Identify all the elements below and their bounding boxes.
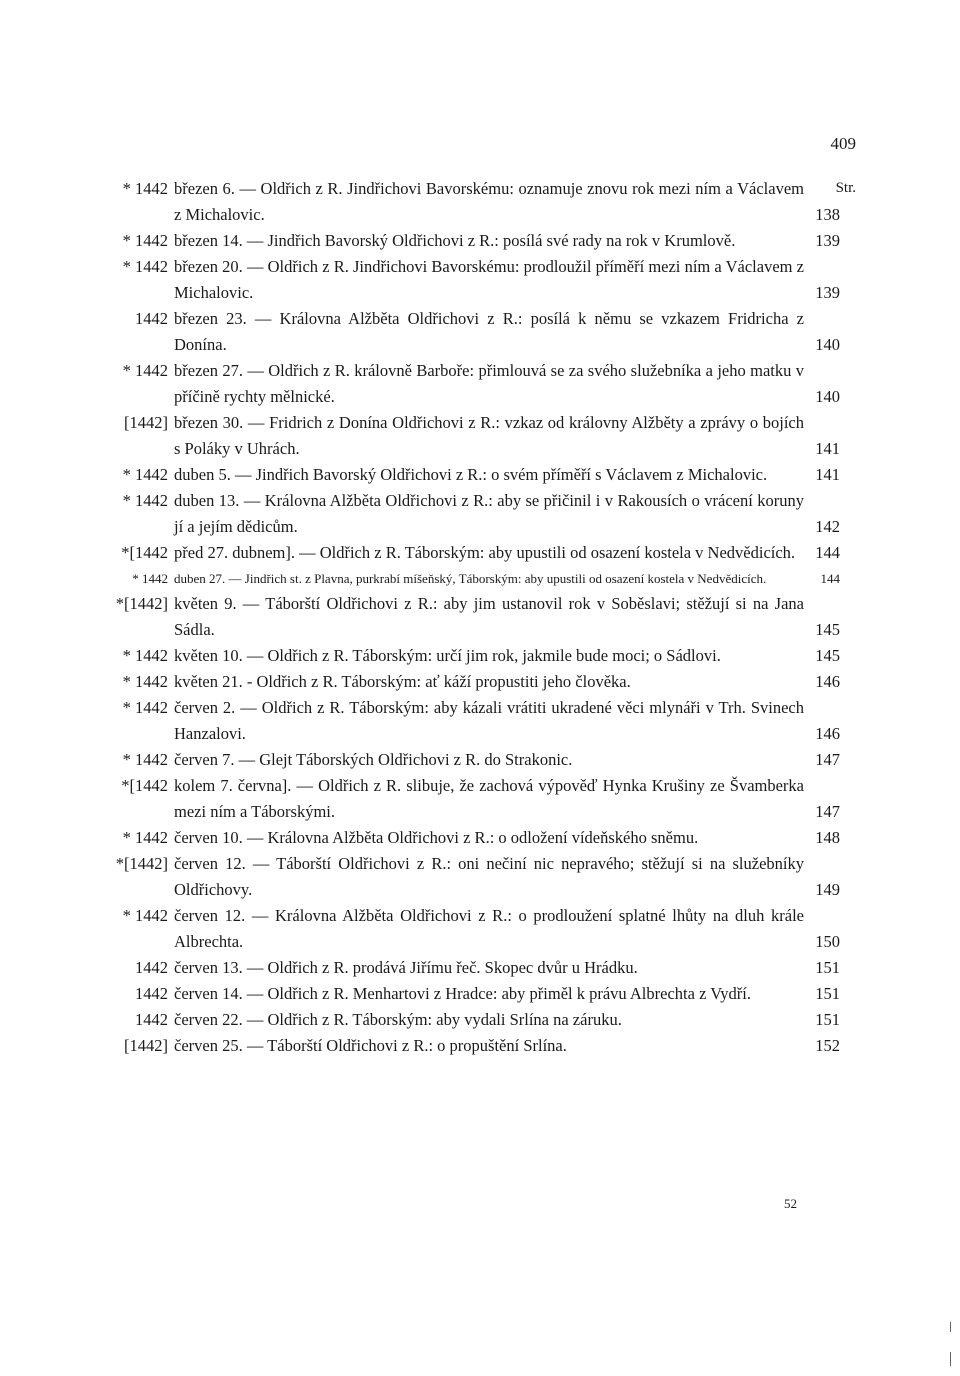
margin-mark	[950, 1352, 951, 1366]
entry-page: 145	[815, 620, 840, 639]
entry-page: 148	[815, 828, 840, 847]
entry-page: 139	[815, 283, 840, 302]
register-entry	[108, 591, 840, 643]
entry-page: 147	[815, 750, 840, 769]
page-number: 409	[830, 134, 856, 153]
entry-year: * 1442	[122, 257, 168, 276]
entry-text: březen 6. — Oldřich z R. Jindřichovi Bavorskému: oznamuje znovu rok mezi ním a Václavem z Michalovic.	[174, 179, 804, 224]
entry-text: květen 10. — Oldřich z R. Táborským: určí jim rok, jakmile bude moci; o Sádlovi.	[174, 646, 721, 665]
register-entry	[108, 540, 840, 566]
entry-text: duben 13. — Královna Alžběta Oldřichovi z R.: aby se přičinil i v Rakousích o vrácení koruny jí a jejím dědicům.	[174, 491, 804, 536]
entry-year: * 1442	[122, 491, 168, 510]
register-entry	[108, 695, 840, 747]
entry-page: 142	[815, 517, 840, 536]
register-entry	[108, 228, 840, 254]
entry-year: * 1442	[122, 672, 168, 691]
entry-page: 149	[815, 880, 840, 899]
entry-text: duben 27. — Jindřich st. z Plavna, purkrabí míšeňský, Táborským: aby upustili od osazení kostela v Nedvědicích.	[174, 571, 767, 586]
entry-text: květen 9. — Táborští Oldřichovi z R.: aby jim ustanovil rok v Soběslavi; stěžují si na Jana Sádla.	[174, 594, 804, 639]
entry-page: 139	[815, 231, 840, 250]
entry-year: * 1442	[122, 361, 168, 380]
entry-text: duben 5. — Jindřich Bavorský Oldřichovi z R.: o svém příměří s Václavem z Michalovic.	[174, 465, 768, 484]
entry-text: červen 7. — Glejt Táborských Oldřichovi z R. do Strakonic.	[174, 750, 573, 769]
register-entry	[108, 1033, 840, 1059]
page-column-label: Str.	[835, 180, 856, 196]
entry-text: červen 10. — Královna Alžběta Oldřichovi z R.: o odložení vídeňského sněmu.	[174, 828, 699, 847]
entry-year: * 1442	[122, 179, 168, 198]
entry-text: květen 21. - Oldřich z R. Táborským: ať káží propustiti jeho člověka.	[174, 672, 631, 691]
entry-page: 151	[815, 1010, 840, 1029]
entry-year: *[1442	[121, 543, 168, 562]
register-entry	[108, 747, 840, 773]
register-entry	[108, 254, 840, 306]
entry-text: kolem 7. června]. — Oldřich z R. slibuje, že zachová výpověď Hynka Krušiny ze Švamberka mezi ním a Táborskými.	[174, 776, 804, 821]
register-entry	[108, 566, 840, 591]
entry-text: červen 25. — Táborští Oldřichovi z R.: o propuštění Srlína.	[174, 1036, 567, 1055]
entry-text: březen 14. — Jindřich Bavorský Oldřichovi z R.: posílá své rady na rok v Krumlově.	[174, 231, 736, 250]
entry-year: [1442]	[124, 1036, 168, 1055]
entry-page: 146	[815, 724, 840, 743]
register-entry	[108, 176, 840, 228]
entry-year: * 1442	[122, 698, 168, 717]
register-entry	[108, 306, 840, 358]
entry-page: 141	[815, 439, 840, 458]
entry-page: 152	[815, 1036, 840, 1055]
signature-mark: 52	[784, 1196, 797, 1211]
entry-text: březen 23. — Královna Alžběta Oldřichovi z R.: posílá k němu se vzkazem Fridricha z Donína.	[174, 309, 804, 354]
entry-text: červen 2. — Oldřich z R. Táborským: aby kázali vrátiti ukradené věci mlynáři v Trh. Svinech Hanzalovi.	[174, 698, 804, 743]
register-entry	[108, 643, 840, 669]
entry-page: 150	[815, 932, 840, 951]
register-entry	[108, 669, 840, 695]
entry-year: 1442	[135, 958, 168, 977]
margin-mark	[950, 1322, 951, 1332]
register-entry	[108, 955, 840, 981]
entry-page: 147	[815, 802, 840, 821]
entry-page: 141	[815, 465, 840, 484]
entry-page: 144	[820, 571, 840, 586]
entry-page: 138	[815, 205, 840, 224]
entry-year: * 1442	[132, 571, 168, 586]
entry-year: [1442]	[124, 413, 168, 432]
entry-year: *[1442	[121, 776, 168, 795]
entry-year: * 1442	[122, 231, 168, 250]
entry-page: 140	[815, 387, 840, 406]
register-entry	[108, 903, 840, 955]
entry-text: červen 12. — Táborští Oldřichovi z R.: oni nečiní nic nepravého; stěžují si na služebníky Oldřichovy.	[174, 854, 804, 899]
register-entry	[108, 851, 840, 903]
entry-year: * 1442	[122, 465, 168, 484]
entry-text: březen 27. — Oldřich z R. královně Barboře: přimlouvá se za svého služebníka a jeho matku v příčině rychty mělnické.	[174, 361, 804, 406]
entry-year: * 1442	[122, 750, 168, 769]
entry-year: 1442	[135, 984, 168, 1003]
entry-page: 146	[815, 672, 840, 691]
register-entry	[108, 462, 840, 488]
entry-year: 1442	[135, 309, 168, 328]
register-entries	[108, 176, 840, 1059]
register-entry	[108, 773, 840, 825]
entry-page: 151	[815, 984, 840, 1003]
entry-year: * 1442	[122, 906, 168, 925]
entry-text: červen 14. — Oldřich z R. Menhartovi z Hradce: aby přiměl k právu Albrechta z Vydří.	[174, 984, 752, 1003]
entry-text: březen 30. — Fridrich z Donína Oldřichovi z R.: vzkaz od královny Alžběty a zprávy o bojích s Poláky v Uhrách.	[174, 413, 804, 458]
entry-text: červen 12. — Královna Alžběta Oldřichovi z R.: o prodloužení splatné lhůty na dluh krále Albrechta.	[174, 906, 804, 951]
entry-text: před 27. dubnem]. — Oldřich z R. Táborským: aby upustili od osazení kostela v Nedvědicích.	[174, 543, 796, 562]
entry-text: březen 20. — Oldřich z R. Jindřichovi Bavorskému: prodloužil příměří mezi ním a Václavem z Michalovic.	[174, 257, 804, 302]
register-entry	[108, 981, 840, 1007]
register-entry	[108, 358, 840, 410]
register-entry	[108, 1007, 840, 1033]
register-entry	[108, 488, 840, 540]
entry-text: červen 22. — Oldřich z R. Táborským: aby vydali Srlína na záruku.	[174, 1010, 622, 1029]
entry-year: * 1442	[122, 828, 168, 847]
register-entry	[108, 410, 840, 462]
entry-page: 145	[815, 646, 840, 665]
entry-year: * 1442	[122, 646, 168, 665]
entry-year: *[1442]	[115, 594, 168, 613]
entry-text: červen 13. — Oldřich z R. prodává Jiřímu řeč. Skopec dvůr u Hrádku.	[174, 958, 638, 977]
entry-page: 140	[815, 335, 840, 354]
entry-page: 144	[815, 543, 840, 562]
entry-year: *[1442]	[115, 854, 168, 873]
entry-page: 151	[815, 958, 840, 977]
entry-year: 1442	[135, 1010, 168, 1029]
register-entry	[108, 825, 840, 851]
